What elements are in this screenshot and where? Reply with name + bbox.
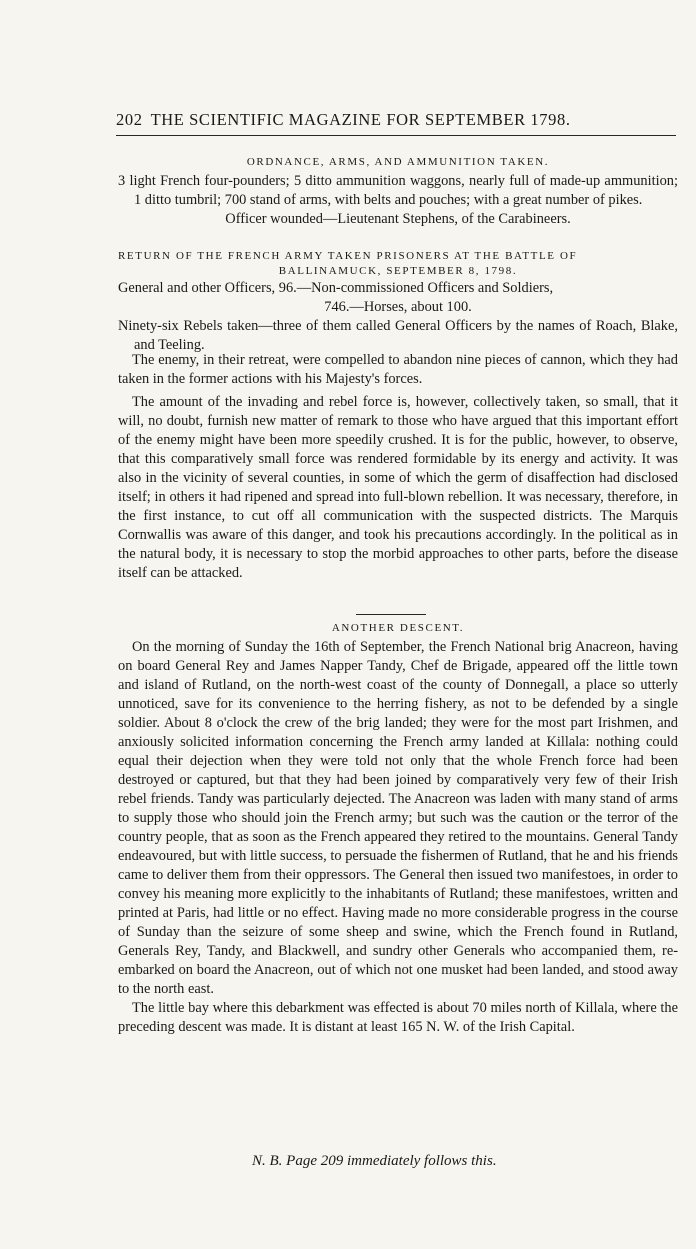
return-heading-line2: BALLINAMUCK, SEPTEMBER 8, 1798.: [278, 265, 518, 277]
return-section: [118, 250, 678, 355]
enemy-paragraph-block: [118, 351, 678, 583]
descent-section: [118, 622, 678, 1037]
descent-heading: ANOTHER DESCENT.: [331, 622, 465, 634]
officer-wounded: Officer wounded—Lieutenant Stephens, of the Carabineers.: [225, 211, 571, 227]
enemy-paragraph: The enemy, in their retreat, were compelled to abandon nine pieces of cannon, which they had taken in the former actions with his Majesty's forces.: [118, 352, 678, 387]
ordnance-section: [118, 156, 678, 229]
page-number: 202: [116, 110, 143, 129]
return-horses: 746.—Horses, about 100.: [324, 299, 472, 315]
footnote-block: [252, 1152, 612, 1170]
return-rebels: Ninety-six Rebels taken—three of them called General Officers by the names of Roach, Blake, and Teeling.: [118, 318, 678, 353]
return-officers: General and other Officers, 96.—Non-commissioned Officers and Soldiers,: [118, 280, 554, 296]
return-heading-line1: RETURN OF THE FRENCH ARMY TAKEN PRISONERS AT THE BATTLE OF: [118, 250, 578, 262]
section-divider: [356, 614, 426, 615]
descent-body: On the morning of Sunday the 16th of September, the French National brig Anacreon, having on board General Rey and James Napper Tandy, Chef de Brigade, appeared off the little town and island of Rutland, on the north-west coast of the county of Donnegall, a place so utterly unnoticed, save for its convenience to the herring fishery, as not to be defended by a single soldier. About 8 o'clock the crew of the brig landed; they were for the most part Irishmen, and anxiously solicited information concerning the French army landed at Killala: nothing could equal their dejection when they were told not only that the whole French force had been destroyed or captured, but that they had been joined by comparatively very few of their Irish rebel friends. Tandy was particularly dejected. The Anacreon was laden with many stand of arms to supply those who should join the French army; but such was the caution or the terror of the country people, that as soon as the French appeared they retired to the mountains. General Tandy endeavoured, but with little success, to persuade the fishermen of Rutland, that he and his friends came to deliver them from their oppressors. The General then issued two manifestoes, in order to convey his meaning more explicitly to the inhabitants of Rutland; these manifestoes, written and printed at Paris, had little or no effect. Having made no more considerable progress in the course of Sunday than the seizure of some sheep and swine, which the French found in Rutland, Generals Rey, Tandy, and Blackwell, and sundry other Generals who accompanied them, re-embarked on board the Anacreon, out of which not one musket had been landed, and stood away to the north east.: [118, 639, 678, 997]
descent-bay: The little bay where this debarkment was effected is about 70 miles north of Killala, where the preceding descent was made. It is distant at least 165 N. W. of the Irish Capital.: [118, 1000, 678, 1035]
footnote: N. B. Page 209 immediately follows this.: [252, 1153, 497, 1169]
ordnance-list: 3 light French four-pounders; 5 ditto ammunition waggons, nearly full of made-up ammunition; 1 ditto tumbril; 700 stand of arms, with belts and pouches; with a great number of pikes.: [118, 173, 678, 208]
header-title: THE SCIENTIFIC MAGAZINE FOR SEPTEMBER 1798.: [150, 110, 571, 129]
header-rule: [116, 135, 676, 136]
ordnance-heading: ORDNANCE, ARMS, AND AMMUNITION TAKEN.: [246, 156, 550, 168]
amount-paragraph: The amount of the invading and rebel force is, however, collectively taken, so small, that it will, no doubt, furnish new matter of remark to those who have argued that this important effort of the enemy might have been more speedily crushed. It is for the public, however, to observe, that this comparatively small force was rendered formidable by its energy and activity. It was also in the vicinity of several counties, in some of which the germ of disaffection had disclosed itself; in others it had ripened and spread into full-blown rebellion. It was necessary, therefore, in the first instance, to cut off all communication with the suspected districts. The Marquis Cornwallis was aware of this danger, and took his precautions accordingly. In the political as in the natural body, it is necessary to stop the morbid approaches to other parts, before the disease itself can be attacked.: [118, 394, 678, 581]
running-header: [116, 110, 676, 130]
